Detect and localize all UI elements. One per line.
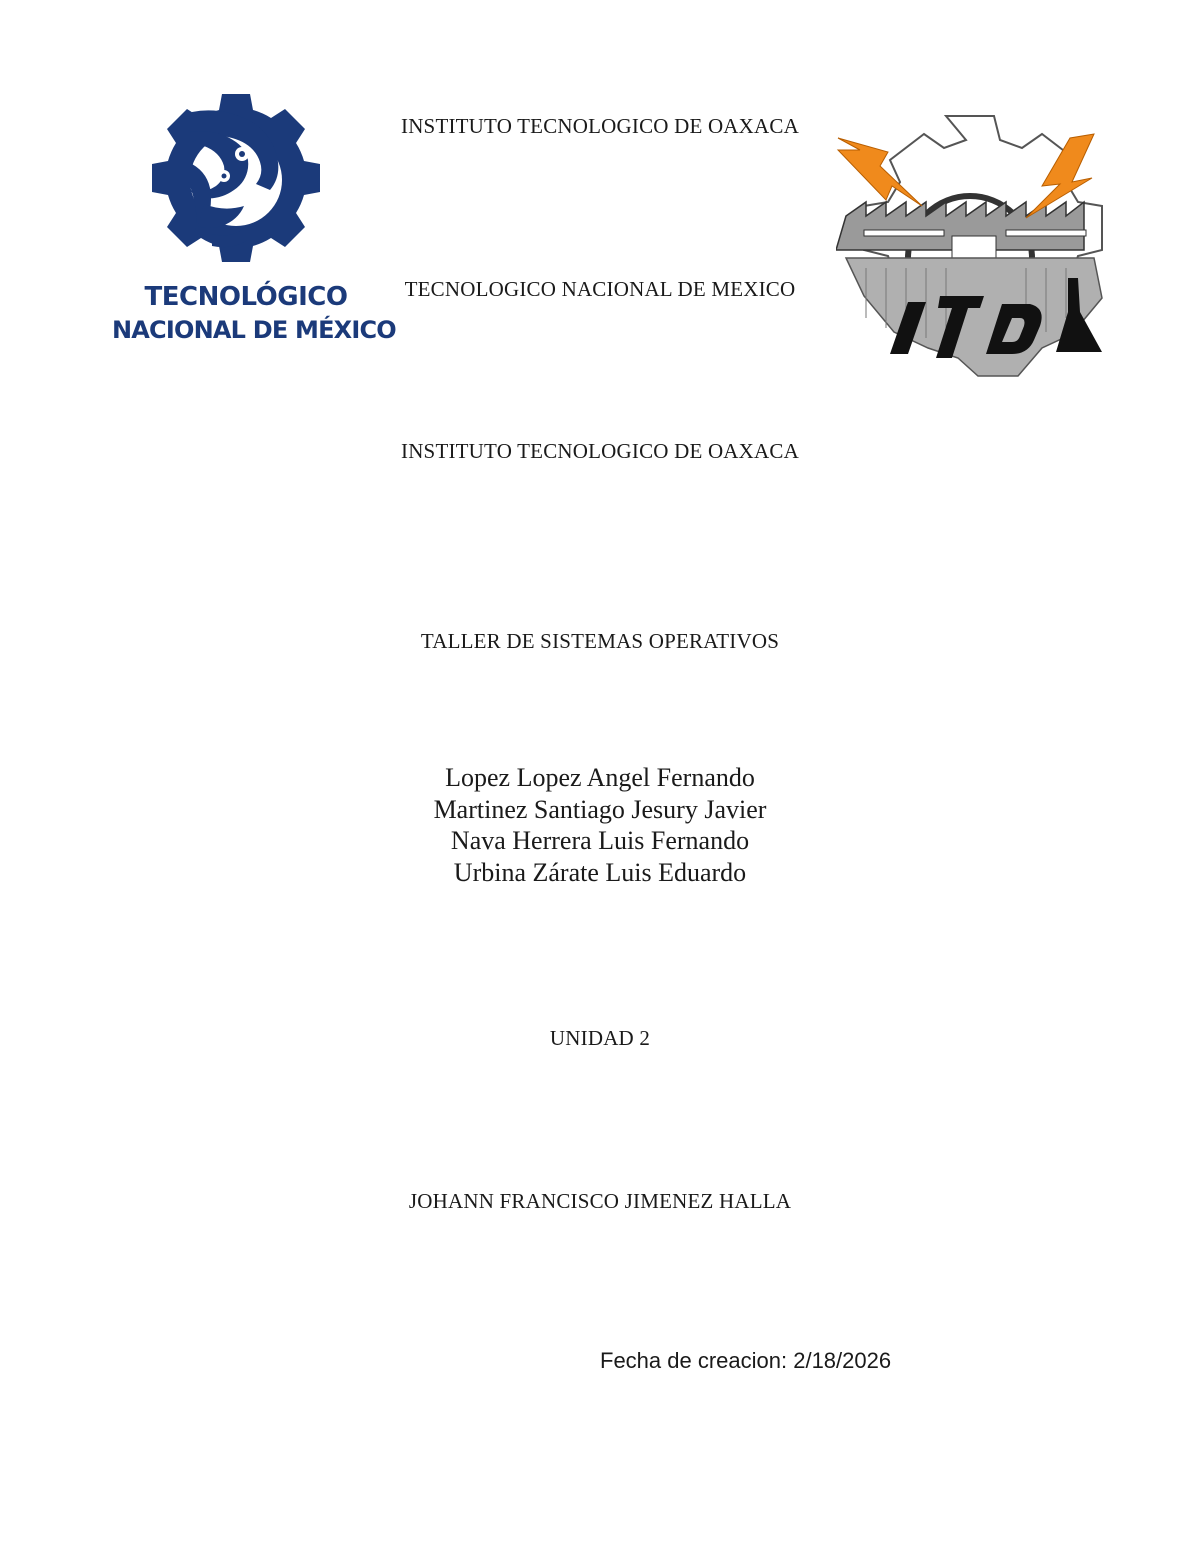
creation-date: Fecha de creacion: 2/18/2026 xyxy=(600,1348,892,1373)
student-name: Urbina Zárate Luis Eduardo xyxy=(453,857,747,887)
teacher-name: JOHANN FRANCISCO JIMENEZ HALLA xyxy=(408,1189,792,1213)
student-name: Nava Herrera Luis Fernando xyxy=(450,826,750,855)
header-institution-line: INSTITUTO TECNOLOGICO DE OAXACA xyxy=(401,114,799,138)
student-name: Lopez Lopez Angel Fernando xyxy=(445,763,755,792)
header-tecnm-line: TECNOLOGICO NACIONAL DE MEXICO xyxy=(404,277,796,301)
student-name: Martinez Santiago Jesury Javier xyxy=(433,794,767,824)
unit-label: UNIDAD 2 xyxy=(549,1026,651,1050)
ito-gear-lightning-icon xyxy=(836,108,1104,380)
logo-text-line2: NACIONAL DE MÉXICO xyxy=(112,316,396,344)
logo-text-line1: TECNOLÓGICO xyxy=(144,282,348,312)
subject-title: TALLER DE SISTEMAS OPERATIVOS xyxy=(420,629,780,653)
student-list xyxy=(0,762,1200,888)
ito-logo xyxy=(836,108,1104,380)
institution-name: INSTITUTO TECNOLOGICO DE OAXACA xyxy=(401,439,799,463)
